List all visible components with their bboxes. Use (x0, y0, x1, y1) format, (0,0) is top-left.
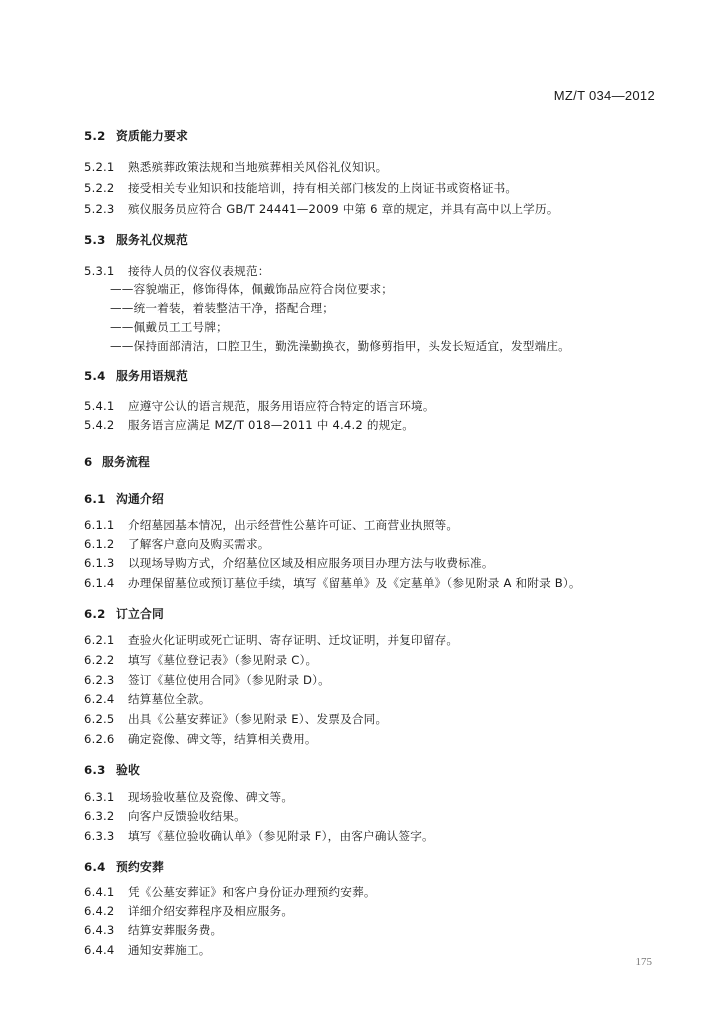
section-heading (84, 232, 188, 248)
clause-number: 6.2 (84, 607, 106, 621)
clause-number: 5.4.1 (84, 399, 115, 413)
clause-line (84, 159, 387, 175)
clause-number: 6.2.5 (84, 712, 115, 726)
clause-text: 接待人员的仪容仪表规范： (128, 264, 270, 278)
list-item (110, 281, 393, 297)
clause-text: 详细介绍安葬程序及相应服务。 (128, 904, 294, 918)
clause-number: 6.1 (84, 492, 106, 506)
clause-text: 结算墓位全款。 (128, 692, 211, 706)
clause-text: ——保持面部清洁，口腔卫生，勤洗澡勤换衣，勤修剪指甲，头发长短适宜，发型端庄。 (110, 339, 570, 353)
clause-number: 6.1.2 (84, 537, 115, 551)
clause-text: ——统一着装，着装整洁干净，搭配合理； (110, 301, 335, 315)
clause-number: 5.4.2 (84, 418, 115, 432)
clause-number: 6.4.3 (84, 923, 115, 937)
clause-text: 填写《墓位登记表》（参见附录 C）。 (128, 653, 318, 667)
clause-text: 服务流程 (102, 455, 150, 469)
clause-number: 5.2.3 (84, 202, 115, 216)
standard-code: MZ/T 034—2012 (553, 88, 655, 103)
clause-text: 殡仪服务员应符合 GB/T 24441—2009 中第 6 章的规定，并具有高中以上学历。 (128, 202, 559, 216)
clause-number: 5.3.1 (84, 264, 115, 278)
clause-text: 熟悉殡葬政策法规和当地殡葬相关风俗礼仪知识。 (128, 160, 388, 174)
clause-text: 出具《公墓安葬证》（参见附录 E）、发票及合同。 (128, 712, 388, 726)
clause-line (84, 652, 317, 668)
clause-number: 6.3.2 (84, 809, 115, 823)
clause-text: 服务礼仪规范 (116, 233, 188, 247)
clause-line (84, 731, 317, 747)
clause-text: 订立合同 (116, 607, 164, 621)
clause-text: 签订《墓位使用合同》（参见附录 D）。 (128, 673, 330, 687)
clause-text: 沟通介绍 (116, 492, 164, 506)
clause-line (84, 922, 222, 938)
section-heading (84, 128, 188, 144)
clause-line (84, 555, 494, 571)
clause-text: 应遵守公认的语言规范，服务用语应符合特定的语言环境。 (128, 399, 435, 413)
list-item (110, 319, 228, 335)
clause-number: 5.2.2 (84, 181, 115, 195)
clause-number: 6.1.1 (84, 518, 115, 532)
clause-line (84, 575, 581, 591)
clause-text: 了解客户意向及购买需求。 (128, 537, 270, 551)
clause-line (84, 884, 376, 900)
clause-line (84, 903, 293, 919)
clause-text: 以现场导购方式，介绍墓位区域及相应服务项目办理方法与收费标准。 (128, 556, 494, 570)
clause-number: 6.2.2 (84, 653, 115, 667)
clause-line (84, 536, 270, 552)
clause-number: 6.1.3 (84, 556, 115, 570)
section-heading (84, 368, 188, 384)
clause-number: 5.2.1 (84, 160, 115, 174)
clause-number: 6.4.1 (84, 885, 115, 899)
clause-line (84, 180, 517, 196)
clause-number: 6.4.4 (84, 943, 115, 957)
list-item (110, 338, 570, 354)
clause-text: 通知安葬施工。 (128, 943, 211, 957)
section-heading (84, 762, 140, 778)
clause-line (84, 517, 458, 533)
clause-text: 服务语言应满足 MZ/T 018—2011 中 4.4.2 的规定。 (128, 418, 415, 432)
clause-number: 6.3 (84, 763, 106, 777)
clause-text: 填写《墓位验收确认单》（参见附录 F），由客户确认签字。 (128, 829, 434, 843)
clause-number: 6.1.4 (84, 576, 115, 590)
clause-number: 6.2.4 (84, 692, 115, 706)
clause-line (84, 632, 458, 648)
clause-text: 验收 (116, 763, 140, 777)
section-heading (84, 859, 164, 875)
clause-text: 现场验收墓位及瓷像、碑文等。 (128, 790, 294, 804)
clause-text: 凭《公墓安葬证》和客户身份证办理预约安葬。 (128, 885, 376, 899)
clause-number: 6.3.1 (84, 790, 115, 804)
section-heading (84, 491, 164, 507)
clause-line (84, 789, 293, 805)
clause-text: 预约安葬 (116, 860, 164, 874)
clause-line (84, 942, 211, 958)
clause-number: 5.3 (84, 233, 106, 247)
clause-line (84, 201, 559, 217)
clause-text: 服务用语规范 (116, 369, 188, 383)
list-item (110, 300, 334, 316)
clause-text: 介绍墓园基本情况，出示经营性公墓许可证、工商营业执照等。 (128, 518, 459, 532)
clause-number: 6.3.3 (84, 829, 115, 843)
clause-number: 6.4.2 (84, 904, 115, 918)
clause-text: 查验火化证明或死亡证明、寄存证明、迁坟证明，并复印留存。 (128, 633, 459, 647)
clause-text: 办理保留墓位或预订墓位手续，填写《留墓单》及《定墓单》（参见附录 A 和附录 B）。 (128, 576, 581, 590)
clause-text: 资质能力要求 (116, 129, 188, 143)
section-heading (84, 606, 164, 622)
clause-number: 5.2 (84, 129, 106, 143)
clause-line (84, 672, 330, 688)
clause-number: 6.2.6 (84, 732, 115, 746)
clause-line (84, 808, 246, 824)
clause-text: 结算安葬服务费。 (128, 923, 223, 937)
page-number: 175 (635, 956, 652, 968)
clause-line (84, 398, 435, 414)
clause-line (84, 691, 211, 707)
clause-text: 向客户反馈验收结果。 (128, 809, 246, 823)
clause-line (84, 828, 434, 844)
clause-line (84, 417, 414, 433)
clause-number: 6.2.1 (84, 633, 115, 647)
clause-text: 接受相关专业知识和技能培训，持有相关部门核发的上岗证书或资格证书。 (128, 181, 518, 195)
clause-number: 6 (84, 455, 93, 469)
clause-line (84, 711, 387, 727)
clause-text: ——容貌端正，修饰得体，佩戴饰品应符合岗位要求； (110, 282, 394, 296)
clause-text: 确定瓷像、碑文等，结算相关费用。 (128, 732, 317, 746)
section-heading (84, 454, 150, 470)
clause-number: 6.2.3 (84, 673, 115, 687)
clause-number: 5.4 (84, 369, 106, 383)
clause-text: ——佩戴员工工号牌； (110, 320, 228, 334)
clause-line (84, 263, 270, 279)
clause-number: 6.4 (84, 860, 106, 874)
